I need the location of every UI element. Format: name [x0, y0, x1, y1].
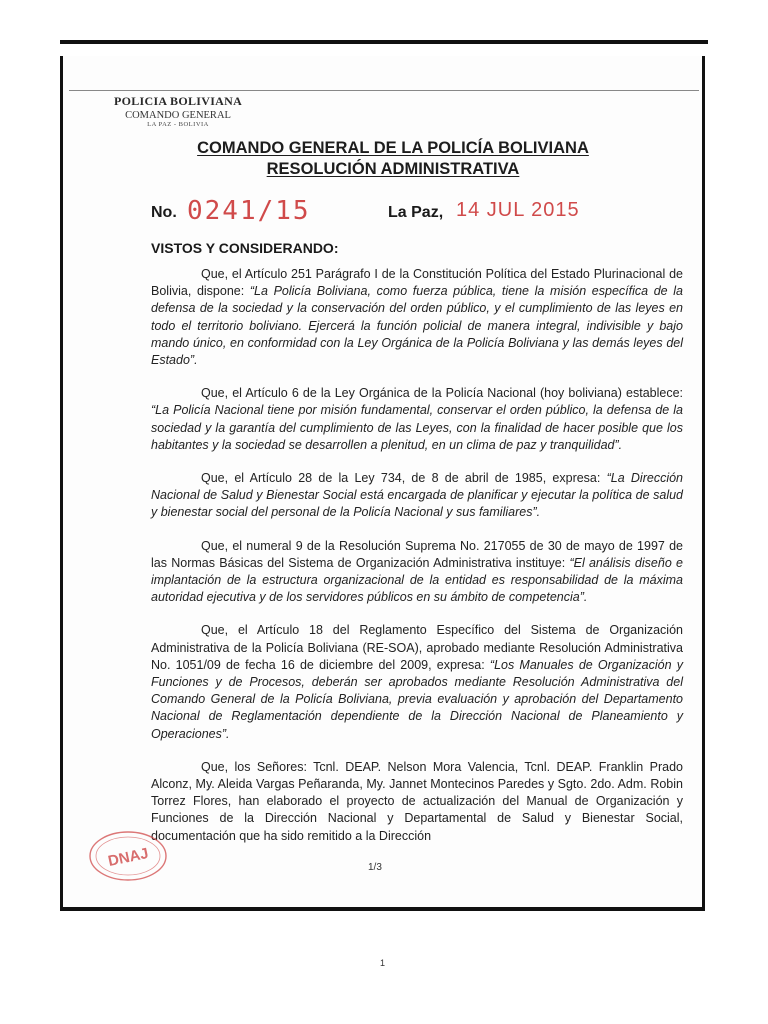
title-line-1: COMANDO GENERAL DE LA POLICÍA BOLIVIANA: [197, 139, 589, 157]
paragraph: [151, 266, 683, 369]
resolution-date-stamp: 14 JUL 2015: [456, 199, 580, 221]
paragraph-text: Que, el numeral 9 de la Resolución Suprema No. 217055 de 30 de mayo de 1997 de las Normas Básicas del Sistema de Organización Administrativa instituye:: [151, 538, 683, 570]
paragraph-text: Que, el Artículo 28 de la Ley 734, de 8 de abril de 1985, expresa:: [201, 471, 607, 486]
title-line-2: RESOLUCIÓN ADMINISTRATIVA: [266, 160, 520, 178]
stamp-text: DNAJ: [106, 844, 151, 871]
paragraph-text: Que, el Artículo 18 del Reglamento Específico del Sistema de Organización Administrativa de la Policía Boliviana (RE-SOA), aprobado mediante Resolución Administrativa No. 1051/09 de fecha 16 de diciembre del 2009, expresa:: [151, 623, 683, 672]
document-title: [123, 138, 663, 180]
paragraph: [151, 538, 683, 607]
number-label: No.: [151, 204, 177, 221]
paragraph-quote: “La Policía Nacional tiene por misión fundamental, conservar el orden público, la defensa de la sociedad y la garantía del cumplimiento de las Leyes, con la finalidad de hacer posible que los habitantes y la sociedad se desarrollen a plenitud, en un clima de paz y tranquilidad”.: [151, 403, 683, 452]
resolution-number-row: [151, 196, 671, 230]
resolution-number: 0241/15: [187, 196, 311, 226]
paragraph-text: Que, los Señores: Tcnl. DEAP. Nelson Mora Valencia, Tcnl. DEAP. Franklin Prado Alconz, My. Aleida Vargas Peñaranda, My. Jannet Montecinos Paredes y Sgto. 2do. Adm. Robin Torrez Flores, han elaborado el proyecto de actualización del Manual de Organización y Funciones de la Dirección Nacional y Departamental de Salud y Bienestar Social, documentación que ha sido remitido a la Dirección: [151, 759, 683, 843]
letterhead-divider: [69, 90, 699, 91]
paragraph: [151, 470, 683, 522]
section-heading: VISTOS Y CONSIDERANDO:: [151, 240, 339, 256]
top-rule: [60, 40, 708, 44]
place-label: La Paz,: [388, 204, 444, 221]
document-body: [151, 266, 683, 861]
letterhead-city: LA PAZ - BOLIVIA: [147, 121, 209, 128]
paragraph: [151, 385, 683, 454]
footer-page-number: 1: [380, 958, 386, 968]
letterhead-command: COMANDO GENERAL: [125, 110, 231, 121]
paragraph-text: Que, el Artículo 6 de la Ley Orgánica de la Policía Nacional (hoy boliviana) establece:: [201, 386, 683, 401]
letterhead-org: POLICIA BOLIVIANA: [113, 94, 243, 108]
scan-page-number: 1/3: [368, 862, 382, 873]
paragraph-quote: “La Dirección Nacional de Salud y Bienestar Social está encargada de planificar y ejecutar la política de salud y bienestar social del personal de la Policía Nacional y sus familiares”.: [151, 471, 683, 520]
scanned-page: [60, 56, 705, 911]
paragraph: [151, 622, 683, 742]
paragraph: [151, 759, 683, 845]
paragraph-quote: “Los Manuales de Organización y Funciones y de Procesos, deberán ser aprobados mediante Resolución Administrativa del Comando General de la Policía Boliviana, previa evaluación y aprobación del Departamento Nacional de Reglamentación dependiente de la Dirección Nacional de Planeamiento y Operaciones”.: [151, 657, 684, 741]
dnaj-stamp: [85, 826, 171, 886]
letterhead: [93, 94, 263, 128]
paragraph-quote: “La Policía Boliviana, como fuerza pública, tiene la misión específica de la defensa de la sociedad y la conservación del orden público, y el cumplimiento de las leyes en todo el territorio boliviano. Ejercerá la función policial de manera integral, indivisible y bajo mando único, en conformidad con la Ley Orgánica de la Policía Boliviana y las demás leyes del Estado”.: [151, 284, 683, 368]
paragraph-quote: “El análisis diseño e implantación de la estructura organizacional de la entidad es responsabilidad de la máxima autoridad ejecutiva y de los servidores públicos en su ámbito de competencia”.: [151, 555, 683, 605]
paragraph-text: Que, el Artículo 251 Parágrafo I de la Constitución Política del Estado Plurinacional de Bolivia, dispone:: [151, 267, 683, 299]
